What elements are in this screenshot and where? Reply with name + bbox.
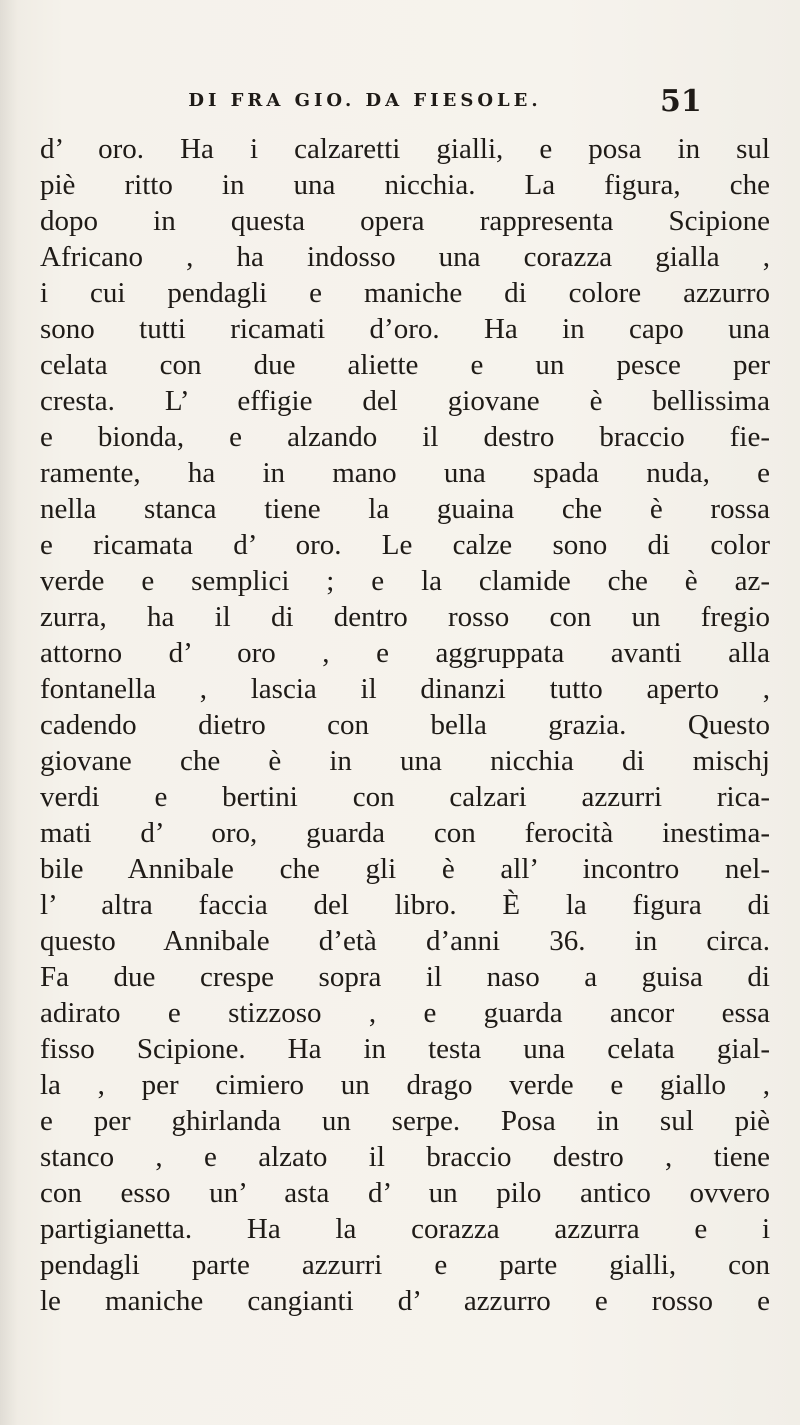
text-line: stanco , e alzato il braccio destro , tiene bbox=[40, 1141, 770, 1173]
running-head-title: DI FRA GIO. DA FIESOLE. bbox=[188, 90, 542, 111]
text-line: mati d’ oro, guarda con ferocità inestima- bbox=[40, 817, 770, 849]
text-line: i cui pendagli e maniche di colore azzurro bbox=[40, 277, 770, 309]
page-edge-shadow bbox=[0, 0, 18, 1425]
text-line: l’ altra faccia del libro. È la figura di bbox=[40, 889, 770, 921]
text-line: fontanella , lascia il dinanzi tutto aperto , bbox=[40, 673, 770, 705]
text-line: bile Annibale che gli è all’ incontro nel- bbox=[40, 853, 770, 885]
text-line: celata con due aliette e un pesce per bbox=[40, 349, 770, 381]
running-header bbox=[0, 84, 800, 130]
text-line: zurra, ha il di dentro rosso con un fregio bbox=[40, 601, 770, 633]
text-line: cadendo dietro con bella grazia. Questo bbox=[40, 709, 770, 741]
text-line: le maniche cangianti d’ azzurro e rosso e bbox=[40, 1285, 770, 1317]
text-line: piè ritto in una nicchia. La figura, che bbox=[40, 169, 770, 201]
text-line: sono tutti ricamati d’oro. Ha in capo una bbox=[40, 313, 770, 345]
text-line: adirato e stizzoso , e guarda ancor essa bbox=[40, 997, 770, 1029]
text-line: con esso un’ asta d’ un pilo antico ovvero bbox=[40, 1177, 770, 1209]
text-line: partigianetta. Ha la corazza azzurra e i bbox=[40, 1213, 770, 1245]
page-number: 51 bbox=[660, 84, 702, 119]
text-line: pendagli parte azzurri e parte gialli, con bbox=[40, 1249, 770, 1281]
text-line: verde e semplici ; e la clamide che è az- bbox=[40, 565, 770, 597]
text-line: Africano , ha indosso una corazza gialla , bbox=[40, 241, 770, 273]
text-line: nella stanca tiene la guaina che è rossa bbox=[40, 493, 770, 525]
text-line: cresta. L’ effigie del giovane è bellissima bbox=[40, 385, 770, 417]
text-line: questo Annibale d’età d’anni 36. in circa. bbox=[40, 925, 770, 957]
text-line: e ricamata d’ oro. Le calze sono di color bbox=[40, 529, 770, 561]
text-line: fisso Scipione. Ha in testa una celata gial- bbox=[40, 1033, 770, 1065]
text-line: verdi e bertini con calzari azzurri rica- bbox=[40, 781, 770, 813]
text-line: ramente, ha in mano una spada nuda, e bbox=[40, 457, 770, 489]
text-line: e bionda, e alzando il destro braccio fie- bbox=[40, 421, 770, 453]
text-line: dopo in questa opera rappresenta Scipione bbox=[40, 205, 770, 237]
text-line: Fa due crespe sopra il naso a guisa di bbox=[40, 961, 770, 993]
text-line: attorno d’ oro , e aggruppata avanti alla bbox=[40, 637, 770, 669]
text-line: giovane che è in una nicchia di mischj bbox=[40, 745, 770, 777]
text-line: d’ oro. Ha i calzaretti gialli, e posa in sul bbox=[40, 133, 770, 165]
text-line: e per ghirlanda un serpe. Posa in sul piè bbox=[40, 1105, 770, 1137]
text-line: la , per cimiero un drago verde e giallo , bbox=[40, 1069, 770, 1101]
